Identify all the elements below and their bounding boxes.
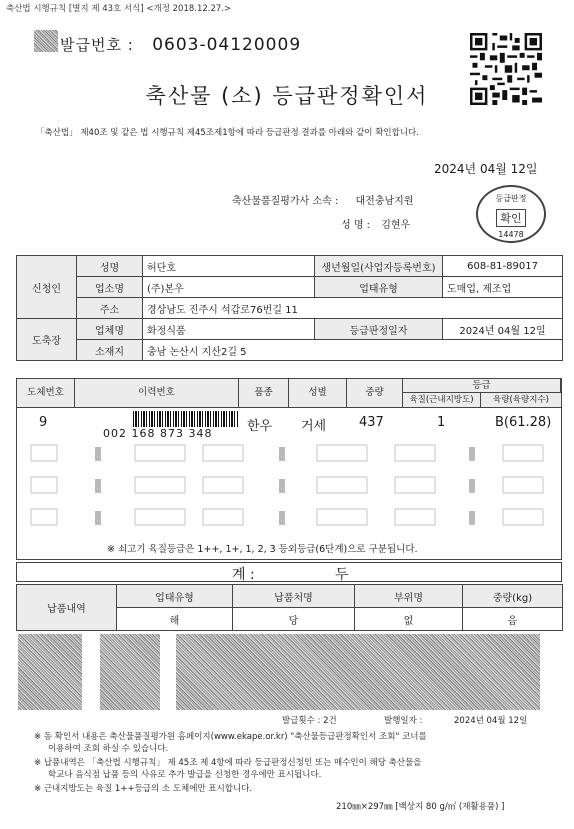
delivery-col-weight: 중량(kg) — [463, 585, 563, 608]
grader-name-value: 김현우 — [381, 220, 411, 231]
col-header-weight: 중량 — [347, 379, 403, 407]
issue-count: 발급횟수 : 2건 — [282, 716, 337, 726]
footnote-3: ※ 근내지방도는 육질 1++등급의 소 도체에만 표시합니다. — [34, 784, 253, 794]
carcass-no: 9 — [39, 415, 48, 430]
paper-spec: 210㎜×297㎜ [백상지 80 g/㎡ (재활용품) ] — [336, 802, 505, 812]
official-seal — [476, 185, 546, 243]
firm-value: (주)본우 — [143, 277, 315, 298]
col-header-meat-quality: 육질(근내지방도) — [403, 393, 481, 407]
col-header-yield: 육량(육량지수) — [481, 393, 561, 407]
weight-value: 437 — [359, 415, 384, 430]
redacted-image-2 — [100, 634, 160, 710]
delivery-col-biz: 업태유형 — [117, 585, 233, 608]
slaughter-section-label: 도축장 — [17, 319, 77, 361]
footnote-1: ※ 동 확인서 내용은 축산물품질평가원 홈페이지(www.ekape.or.kr) "축산물등급판정확인서 조회" 코너를 — [34, 732, 427, 742]
applicant-name-value: 허단호 — [143, 256, 315, 277]
footnote-2: ※ 납품내역은 「축산법 시행규칙」 제 45조 제 4항에 따라 등급판정신청인 또는 매수인이 해당 축산물을 — [34, 758, 422, 768]
col-header-carcass-no: 도체번호 — [17, 379, 75, 407]
applicant-section-label: 신청인 — [17, 256, 77, 319]
col-header-breed: 품종 — [239, 379, 289, 407]
total-label: 계 : — [232, 567, 255, 583]
delivery-filler-1: 해 — [117, 608, 233, 631]
delivery-filler-2: 당 — [233, 608, 355, 631]
serial-label: 발급번호 : — [60, 36, 134, 54]
seal-bottom: 14478 — [498, 230, 524, 239]
total-unit: 두 — [335, 567, 349, 583]
delivery-col-part: 부위명 — [355, 585, 463, 608]
serial-value: 0603-04120009 — [152, 35, 302, 55]
info-table — [16, 255, 563, 361]
grader-org — [232, 192, 413, 207]
issue-date-label: 발행일자 : — [384, 716, 423, 726]
col-header-grade: 등급 — [403, 379, 561, 393]
delivery-filler-3: 없 — [355, 608, 463, 631]
header-divider — [17, 407, 561, 408]
grader-name — [341, 216, 410, 231]
issue-date: 2024년 04월 12일 — [434, 162, 538, 176]
applicant-name-label: 성명 — [77, 256, 143, 277]
location-value: 충남 논산시 지산2길 5 — [143, 340, 563, 361]
security-watermark-pattern — [17, 439, 561, 535]
footnote-1b: 이용하여 조회 하실 수 있습니다. — [48, 744, 169, 754]
trace-no: 002 168 873 348 — [103, 427, 213, 440]
slaughter-name-label: 업체명 — [77, 319, 143, 340]
barcode-icon — [133, 411, 239, 427]
birth-label: 생년월일(사업자등록번호) — [315, 256, 443, 277]
delivery-table — [16, 584, 563, 631]
col-header-sex: 성별 — [289, 379, 347, 407]
page-title: 축산물 (소) 등급판정확인서 — [145, 84, 429, 108]
slaughter-name-value: 화정식품 — [143, 319, 315, 340]
col-header-trace-no: 이력번호 — [75, 379, 239, 407]
redacted-image-1 — [18, 634, 82, 710]
footnote-2b: 학교나 음식점 납품 등의 사유로 추가 발급을 신청한 경우에만 표시됩니다. — [48, 770, 322, 780]
grade-table — [16, 378, 562, 560]
yield-value: B(61.28) — [495, 415, 552, 430]
seal-middle: 확인 — [496, 209, 526, 227]
delivery-filler-4: 음 — [463, 608, 563, 631]
breed-value: 한우 — [247, 419, 273, 434]
address-label: 주소 — [77, 298, 143, 319]
sex-value: 거세 — [301, 419, 327, 434]
issue-date-value: 2024년 04월 12일 — [454, 716, 528, 726]
serial-number — [60, 34, 301, 55]
delivery-col-dest: 납품처명 — [233, 585, 355, 608]
biz-type-label: 업태유형 — [315, 277, 443, 298]
seal-top: 등급판정 — [495, 194, 527, 203]
address-value: 경상남도 진주시 석갑로76번길 11 — [143, 298, 563, 319]
form-header-note: 축산법 시행규칙 [별지 제 43호 서식] <개정 2018.12.27.> — [6, 4, 232, 14]
grading-date-label: 등급판정일자 — [315, 319, 443, 340]
firm-label: 업소명 — [77, 277, 143, 298]
grade-note: ※ 쇠고기 육질등급은 1++, 1+, 1, 2, 3 등외등급(6단계)으로 구분됩니다. — [107, 544, 418, 555]
redacted-region — [34, 30, 58, 52]
grader-name-label: 성 명 : — [341, 220, 371, 231]
intro-text: 「축산법」 제40조 및 같은 법 시행규칙 제45조제1항에 따라 등급판정 결과를 아래와 같이 확인합니다. — [36, 128, 419, 138]
redacted-image-3 — [176, 634, 540, 710]
grader-org-label: 축산물품질평가사 소속 : — [232, 196, 339, 207]
grader-org-value: 대전충남지원 — [355, 196, 414, 207]
meat-quality-value: 1 — [437, 415, 446, 430]
delivery-section-label: 납품내역 — [17, 585, 117, 631]
grading-date-value: 2024년 04월 12일 — [443, 319, 563, 340]
biz-type-value: 도매업, 제조업 — [443, 277, 563, 298]
location-label: 소재지 — [77, 340, 143, 361]
total-row — [16, 562, 562, 582]
birth-value: 608-81-89017 — [443, 256, 563, 277]
